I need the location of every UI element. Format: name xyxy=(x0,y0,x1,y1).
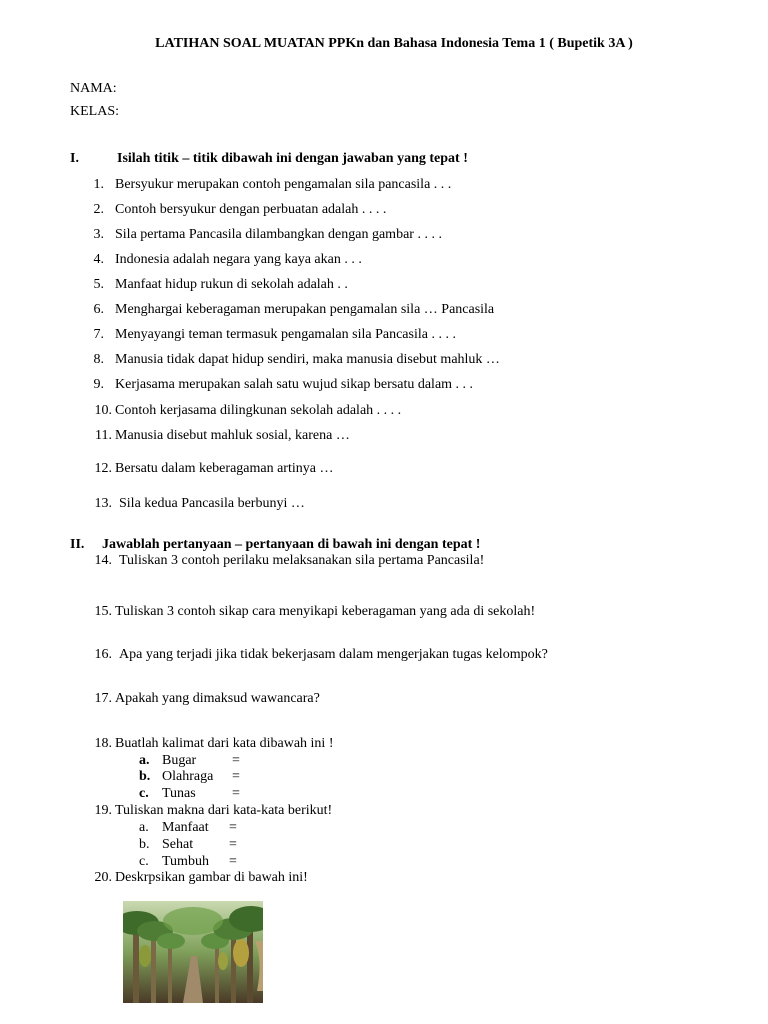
sub-item-equals: = xyxy=(232,786,240,801)
sub-item-letter: a. xyxy=(139,753,150,768)
item-number: 7. xyxy=(93,327,104,342)
list-item xyxy=(0,603,700,623)
item-text: Tuliskan makna dari kata-kata berikut! xyxy=(115,803,333,818)
item-number: 12. xyxy=(94,461,112,476)
sub-item-letter: c. xyxy=(139,854,149,869)
sub-item xyxy=(0,752,400,769)
list-item xyxy=(0,326,700,346)
item-number: 13. xyxy=(94,496,112,511)
sub-item-letter: a. xyxy=(139,820,149,835)
sub-item-equals: = xyxy=(232,753,240,768)
item-text: Sila pertama Pancasila dilambangkan dengan gambar . . . . xyxy=(115,227,442,242)
item-number: 11. xyxy=(95,428,112,443)
list-item xyxy=(0,690,700,710)
item-number: 1. xyxy=(93,177,104,192)
kelas-label: KELAS: xyxy=(70,104,119,119)
sub-item-word: Manfaat xyxy=(162,820,209,835)
item-text: Apakah yang dimaksud wawancara? xyxy=(115,691,320,706)
list-item xyxy=(0,646,700,666)
list-item xyxy=(0,351,700,371)
banana-plantation-illustration xyxy=(123,901,263,1003)
item-text: Bersyukur merupakan contoh pengamalan sila pancasila . . . xyxy=(115,177,452,192)
sub-item-equals: = xyxy=(229,837,237,852)
item-number: 17. xyxy=(94,691,112,706)
sub-item xyxy=(0,853,400,870)
list-item xyxy=(0,226,700,246)
item-text: Buatlah kalimat dari kata dibawah ini ! xyxy=(115,736,334,751)
sub-item xyxy=(0,819,400,836)
sub-item-word: Sehat xyxy=(162,837,194,852)
item-text: Apa yang terjadi jika tidak bekerjasam dalam mengerjakan tugas kelompok? xyxy=(119,647,548,662)
sub-item-letter: c. xyxy=(139,786,149,801)
section-1-roman: I. xyxy=(70,151,79,166)
item-number: 9. xyxy=(93,377,104,392)
sub-item xyxy=(0,768,400,785)
item-text: Manusia disebut mahluk sosial, karena … xyxy=(115,428,350,443)
item-text: Tuliskan 3 contoh sikap cara menyikapi keberagaman yang ada di sekolah! xyxy=(115,604,536,619)
item-number: 6. xyxy=(93,302,104,317)
list-item xyxy=(0,176,700,196)
list-item xyxy=(0,301,700,321)
item-text: Contoh kerjasama dilingkunan sekolah adalah . . . . xyxy=(115,403,402,418)
section-1-heading: Isilah titik – titik dibawah ini dengan jawaban yang tepat ! xyxy=(117,151,468,166)
item-number: 15. xyxy=(94,604,112,619)
item-text: Manusia tidak dapat hidup sendiri, maka manusia disebut mahluk … xyxy=(115,352,500,367)
item-number: 14. xyxy=(94,553,112,568)
item-text: Menghargai keberagaman merupakan pengamalan sila … Pancasila xyxy=(115,302,495,317)
item-text: Sila kedua Pancasila berbunyi … xyxy=(119,496,305,511)
list-item xyxy=(0,869,700,889)
sub-item-letter: b. xyxy=(139,769,151,784)
list-item xyxy=(0,402,700,422)
list-item xyxy=(0,460,700,480)
nama-label: NAMA: xyxy=(70,81,117,96)
item-text: Tuliskan 3 contoh perilaku melaksanakan sila pertama Pancasila! xyxy=(119,553,485,568)
list-item xyxy=(0,552,700,572)
banana-plantation-image xyxy=(123,901,263,1003)
list-item xyxy=(0,276,700,296)
list-item xyxy=(0,376,700,396)
sub-item xyxy=(0,785,400,802)
list-item xyxy=(0,495,700,515)
document-title: LATIHAN SOAL MUATAN PPKn dan Bahasa Indonesia Tema 1 ( Bupetik 3A ) xyxy=(155,36,633,51)
item-text: Bersatu dalam keberagaman artinya … xyxy=(115,461,334,476)
sub-item-word: Tumbuh xyxy=(162,854,209,869)
sub-item-equals: = xyxy=(229,854,237,869)
list-item xyxy=(0,251,700,271)
item-text: Kerjasama merupakan salah satu wujud sikap bersatu dalam . . . xyxy=(115,377,474,392)
item-number: 18. xyxy=(94,736,112,751)
item-number: 2. xyxy=(93,202,104,217)
item-text: Menyayangi teman termasuk pengamalan sila Pancasila . . . . xyxy=(115,327,456,342)
sub-item-word: Olahraga xyxy=(162,769,214,784)
item-number: 10. xyxy=(94,403,112,418)
sub-item-word: Bugar xyxy=(162,753,197,768)
sub-item xyxy=(0,836,400,853)
item-text: Indonesia adalah negara yang kaya akan . . . xyxy=(115,252,362,267)
item-number: 16. xyxy=(94,647,112,662)
item-number: 8. xyxy=(93,352,104,367)
sub-item-word: Tunas xyxy=(162,786,196,801)
item-number: 20. xyxy=(94,870,112,885)
item-text: Manfaat hidup rukun di sekolah adalah . . xyxy=(115,277,348,292)
list-item xyxy=(0,201,700,221)
item-number: 4. xyxy=(93,252,104,267)
sub-item-equals: = xyxy=(232,769,240,784)
item-text: Deskrpsikan gambar di bawah ini! xyxy=(115,870,308,885)
section-2-heading: Jawablah pertanyaan – pertanyaan di bawah ini dengan tepat ! xyxy=(102,537,481,552)
sub-item-equals: = xyxy=(229,820,237,835)
item-text: Contoh bersyukur dengan perbuatan adalah . . . . xyxy=(115,202,387,217)
section-2-roman: II. xyxy=(70,537,85,552)
list-item xyxy=(0,427,700,447)
sub-item-letter: b. xyxy=(139,837,150,852)
item-number: 5. xyxy=(93,277,104,292)
item-number: 3. xyxy=(93,227,104,242)
item-number: 19. xyxy=(94,803,112,818)
